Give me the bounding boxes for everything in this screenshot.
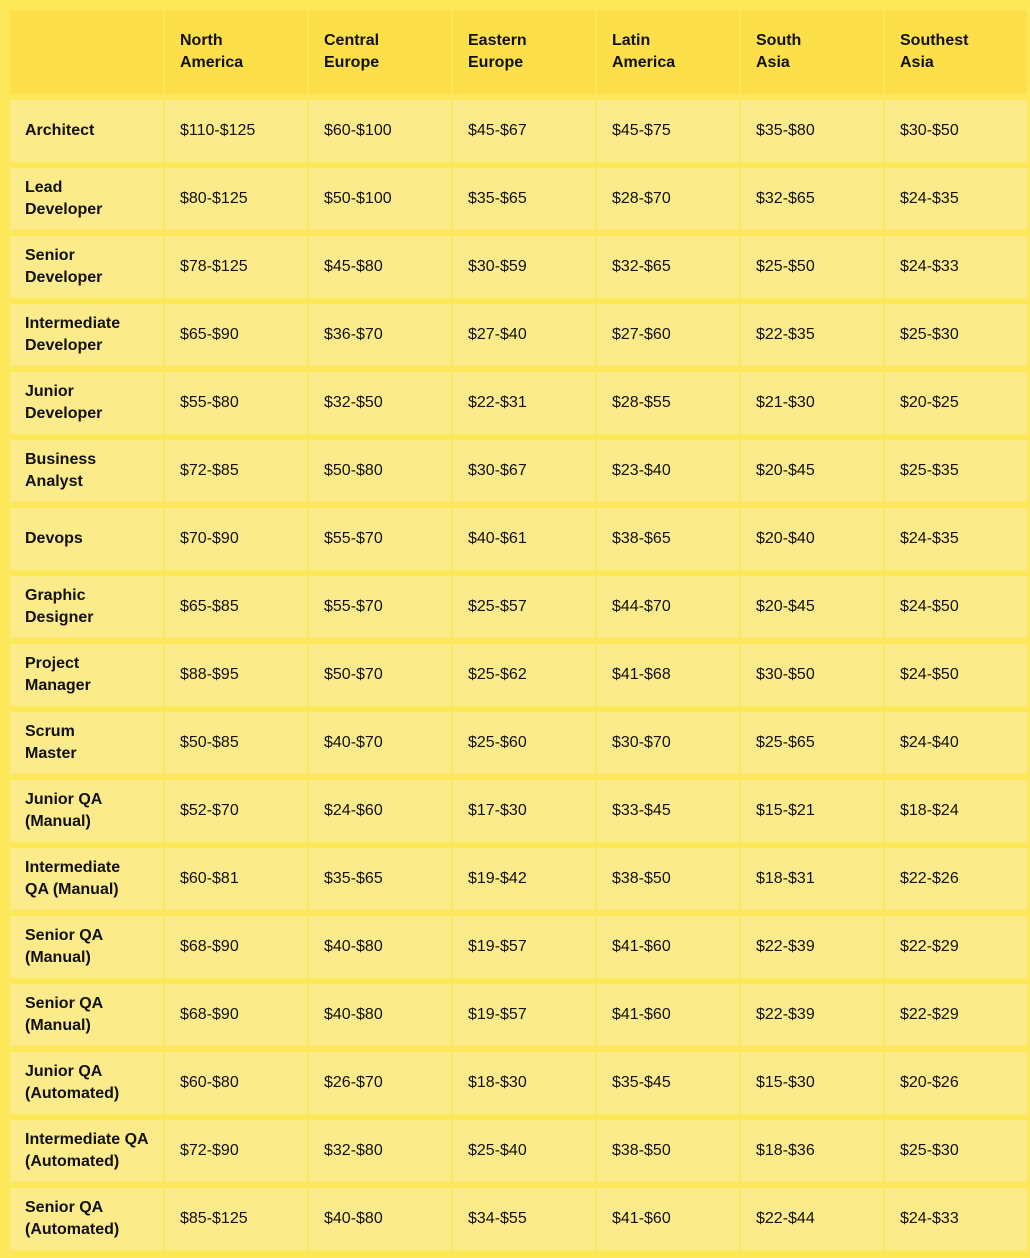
rate-cell: [885, 304, 1027, 366]
table-body: [10, 100, 1027, 1250]
rate-value: $30-$67: [468, 462, 527, 479]
rate-value: $25-$30: [900, 326, 959, 343]
rate-cell: [597, 304, 739, 366]
rate-cell: [885, 916, 1027, 978]
rate-cell: [165, 100, 307, 162]
rate-value: $55-$80: [180, 394, 239, 411]
rate-cell: [309, 848, 451, 910]
rate-cell: [453, 780, 595, 842]
rate-value: $110-$125: [180, 122, 256, 139]
role-cell: [10, 440, 163, 502]
rate-value: $33-$45: [612, 802, 671, 819]
rate-cell: [309, 1120, 451, 1182]
rate-value: $45-$80: [324, 258, 383, 275]
table-row: [10, 372, 1027, 434]
rate-value: $30-$59: [468, 258, 527, 275]
rate-cell: [741, 440, 883, 502]
rate-cell: [597, 1120, 739, 1182]
role-cell: [10, 644, 163, 706]
rate-value: $50-$85: [180, 734, 239, 751]
header-eastern-europe: [453, 10, 595, 94]
rate-cell: [309, 1052, 451, 1114]
header-central-europe: [309, 10, 451, 94]
rate-cell: [741, 236, 883, 298]
role-cell: [10, 236, 163, 298]
rate-value: $44-$70: [612, 598, 671, 615]
rate-cell: [453, 984, 595, 1046]
rate-value: $24-$33: [900, 258, 959, 275]
rate-value: $52-$70: [180, 802, 239, 819]
rate-value: $19-$57: [468, 938, 527, 955]
hourly-rate-table: [8, 4, 1029, 1256]
header-south-asia: [741, 10, 883, 94]
rate-value: $68-$90: [180, 938, 239, 955]
rate-value: $32-$65: [756, 190, 815, 207]
header-north-america: [165, 10, 307, 94]
rate-value: $24-$35: [900, 530, 959, 547]
rate-value: $40-$80: [324, 938, 383, 955]
rate-cell: [597, 236, 739, 298]
rate-value: $22-$26: [900, 870, 959, 887]
rate-cell: [597, 1052, 739, 1114]
role-cell: [10, 576, 163, 638]
rate-value: $20-$26: [900, 1074, 959, 1091]
rate-cell: [597, 576, 739, 638]
rate-cell: [597, 100, 739, 162]
rate-value: $25-$57: [468, 598, 527, 615]
rate-value: $18-$30: [468, 1074, 527, 1091]
rate-value: $22-$31: [468, 394, 527, 411]
rate-value: $85-$125: [180, 1210, 248, 1227]
rate-cell: [309, 780, 451, 842]
table-row: [10, 1188, 1027, 1250]
rate-cell: [885, 780, 1027, 842]
table-row: [10, 1120, 1027, 1182]
rate-cell: [885, 440, 1027, 502]
rate-value: $18-$31: [756, 870, 815, 887]
rate-value: $32-$50: [324, 394, 383, 411]
role-label: Senior Developer: [25, 247, 103, 286]
role-cell: [10, 1120, 163, 1182]
role-cell: [10, 780, 163, 842]
rate-value: $65-$85: [180, 598, 239, 615]
rate-cell: [165, 984, 307, 1046]
rate-cell: [165, 780, 307, 842]
rate-cell: [453, 372, 595, 434]
rate-value: $25-$35: [900, 462, 959, 479]
rate-value: $20-$45: [756, 462, 815, 479]
table-row: [10, 644, 1027, 706]
rate-cell: [453, 576, 595, 638]
rate-cell: [885, 100, 1027, 162]
rate-value: $20-$40: [756, 530, 815, 547]
rate-cell: [741, 508, 883, 570]
rate-cell: [885, 372, 1027, 434]
rate-cell: [885, 848, 1027, 910]
rate-value: $88-$95: [180, 666, 239, 683]
rate-value: $24-$60: [324, 802, 383, 819]
rate-value: $18-$36: [756, 1142, 815, 1159]
rate-cell: [885, 644, 1027, 706]
rate-value: $25-$40: [468, 1142, 527, 1159]
rate-cell: [741, 712, 883, 774]
role-label: Lead Developer: [25, 179, 103, 218]
rate-cell: [741, 780, 883, 842]
rate-value: $32-$80: [324, 1142, 383, 1159]
rate-cell: [453, 508, 595, 570]
rate-cell: [741, 576, 883, 638]
rate-value: $28-$55: [612, 394, 671, 411]
rate-value: $28-$70: [612, 190, 671, 207]
role-label: Junior QA (Automated): [25, 1063, 120, 1102]
role-label: Intermediate Developer: [25, 315, 121, 354]
rate-value: $41-$60: [612, 1006, 671, 1023]
rate-value: $72-$90: [180, 1142, 239, 1159]
rate-value: $50-$100: [324, 190, 392, 207]
rate-value: $25-$65: [756, 734, 815, 751]
rate-value: $15-$21: [756, 802, 815, 819]
rate-cell: [309, 236, 451, 298]
rate-value: $60-$80: [180, 1074, 239, 1091]
rate-value: $25-$62: [468, 666, 527, 683]
rate-value: $41-$60: [612, 1210, 671, 1227]
rate-cell: [453, 916, 595, 978]
rate-cell: [597, 508, 739, 570]
header-corner-cell: [10, 10, 163, 94]
rate-value: $22-$39: [756, 1006, 815, 1023]
rate-value: $38-$65: [612, 530, 671, 547]
table-row: [10, 304, 1027, 366]
rate-value: $27-$60: [612, 326, 671, 343]
rate-cell: [165, 1120, 307, 1182]
rate-cell: [741, 372, 883, 434]
rate-cell: [309, 440, 451, 502]
table-row: [10, 576, 1027, 638]
rate-value: $20-$45: [756, 598, 815, 615]
rate-cell: [165, 372, 307, 434]
rate-cell: [597, 1188, 739, 1250]
rate-value: $30-$50: [900, 122, 959, 139]
role-label: Devops: [25, 530, 83, 547]
rate-value: $25-$60: [468, 734, 527, 751]
rate-value: $68-$90: [180, 1006, 239, 1023]
role-cell: [10, 372, 163, 434]
rate-cell: [453, 1120, 595, 1182]
rate-cell: [741, 984, 883, 1046]
rate-value: $50-$80: [324, 462, 383, 479]
rate-cell: [597, 168, 739, 230]
table-row: [10, 508, 1027, 570]
rate-value: $35-$65: [324, 870, 383, 887]
rate-value: $20-$25: [900, 394, 959, 411]
rate-value: $38-$50: [612, 1142, 671, 1159]
role-cell: [10, 304, 163, 366]
role-label: Senior QA (Manual): [25, 995, 104, 1034]
rate-value: $19-$42: [468, 870, 527, 887]
rate-cell: [885, 712, 1027, 774]
rate-cell: [453, 848, 595, 910]
rate-value: $22-$39: [756, 938, 815, 955]
role-label: Architect: [25, 122, 95, 139]
rate-cell: [453, 712, 595, 774]
header-southeast-asia: [885, 10, 1027, 94]
rate-cell: [453, 100, 595, 162]
rate-value: $15-$30: [756, 1074, 815, 1091]
rate-cell: [741, 916, 883, 978]
table-row: [10, 100, 1027, 162]
rate-cell: [885, 1188, 1027, 1250]
rate-cell: [309, 100, 451, 162]
rate-value: $22-$35: [756, 326, 815, 343]
rate-value: $17-$30: [468, 802, 527, 819]
rate-cell: [309, 168, 451, 230]
role-label: Business Analyst: [25, 451, 97, 490]
rate-value: $38-$50: [612, 870, 671, 887]
role-cell: [10, 508, 163, 570]
rate-cell: [453, 304, 595, 366]
rate-value: $22-$44: [756, 1210, 815, 1227]
rate-value: $22-$29: [900, 938, 959, 955]
rate-cell: [309, 576, 451, 638]
rate-cell: [453, 1188, 595, 1250]
rate-value: $25-$50: [756, 258, 815, 275]
role-cell: [10, 1052, 163, 1114]
role-label: Senior QA (Automated): [25, 1199, 120, 1238]
rate-cell: [885, 1120, 1027, 1182]
role-label: Intermediate QA (Manual): [25, 859, 121, 898]
rate-cell: [597, 916, 739, 978]
role-cell: [10, 848, 163, 910]
header-latin-america: [597, 10, 739, 94]
rate-cell: [885, 236, 1027, 298]
rate-value: $18-$24: [900, 802, 959, 819]
rate-cell: [453, 644, 595, 706]
rate-cell: [165, 848, 307, 910]
rate-cell: [741, 1052, 883, 1114]
rate-cell: [453, 236, 595, 298]
rate-cell: [453, 1052, 595, 1114]
rate-value: $40-$61: [468, 530, 527, 547]
rate-value: $40-$70: [324, 734, 383, 751]
rate-cell: [165, 916, 307, 978]
role-cell: [10, 984, 163, 1046]
role-label: Junior Developer: [25, 383, 103, 422]
rate-value: $24-$33: [900, 1210, 959, 1227]
rate-cell: [309, 304, 451, 366]
rate-cell: [165, 440, 307, 502]
rate-value: $35-$80: [756, 122, 815, 139]
rate-cell: [597, 644, 739, 706]
role-cell: [10, 168, 163, 230]
rate-value: $72-$85: [180, 462, 239, 479]
table-row: [10, 440, 1027, 502]
role-cell: [10, 1188, 163, 1250]
rate-value: $24-$40: [900, 734, 959, 751]
role-label: Graphic Designer: [25, 587, 94, 626]
rate-value: $35-$45: [612, 1074, 671, 1091]
rate-cell: [165, 304, 307, 366]
rate-value: $30-$70: [612, 734, 671, 751]
rate-value: $36-$70: [324, 326, 383, 343]
rate-value: $55-$70: [324, 530, 383, 547]
rate-cell: [309, 644, 451, 706]
rate-cell: [309, 1188, 451, 1250]
rate-cell: [885, 168, 1027, 230]
role-cell: [10, 916, 163, 978]
rate-cell: [741, 1120, 883, 1182]
rate-value: $32-$65: [612, 258, 671, 275]
rate-value: $40-$80: [324, 1210, 383, 1227]
rate-cell: [885, 576, 1027, 638]
rate-cell: [597, 440, 739, 502]
column-label: South Asia: [756, 32, 802, 71]
table-row: [10, 916, 1027, 978]
rate-cell: [165, 712, 307, 774]
rate-cell: [741, 644, 883, 706]
rate-cell: [741, 168, 883, 230]
role-label: Junior QA (Manual): [25, 791, 103, 830]
column-label: North America: [180, 32, 244, 71]
rate-value: $30-$50: [756, 666, 815, 683]
rate-value: $50-$70: [324, 666, 383, 683]
column-label: Southest Asia: [900, 32, 969, 71]
table-row: [10, 984, 1027, 1046]
rate-cell: [309, 372, 451, 434]
rate-value: $22-$29: [900, 1006, 959, 1023]
rate-cell: [165, 508, 307, 570]
rate-cell: [597, 712, 739, 774]
role-cell: [10, 100, 163, 162]
rate-cell: [597, 780, 739, 842]
rate-value: $65-$90: [180, 326, 239, 343]
rate-cell: [309, 712, 451, 774]
table-row: [10, 236, 1027, 298]
rate-value: $70-$90: [180, 530, 239, 547]
rate-cell: [165, 576, 307, 638]
rate-cell: [309, 508, 451, 570]
rate-cell: [453, 440, 595, 502]
rate-value: $19-$57: [468, 1006, 527, 1023]
rate-cell: [165, 236, 307, 298]
table-row: [10, 1052, 1027, 1114]
rate-cell: [597, 372, 739, 434]
table-row: [10, 848, 1027, 910]
column-label: Latin America: [612, 32, 676, 71]
rate-cell: [453, 168, 595, 230]
rate-value: $40-$80: [324, 1006, 383, 1023]
rate-value: $25-$30: [900, 1142, 959, 1159]
table-row: [10, 780, 1027, 842]
rate-value: $60-$100: [324, 122, 392, 139]
table-row: [10, 712, 1027, 774]
role-label: Project Manager: [25, 655, 91, 694]
role-cell: [10, 712, 163, 774]
rate-cell: [165, 168, 307, 230]
rate-cell: [741, 100, 883, 162]
rate-value: $26-$70: [324, 1074, 383, 1091]
column-label: Central Europe: [324, 32, 380, 71]
rate-cell: [165, 1052, 307, 1114]
table-row: [10, 168, 1027, 230]
rate-value: $21-$30: [756, 394, 815, 411]
rate-cell: [885, 508, 1027, 570]
rate-value: $41-$60: [612, 938, 671, 955]
rate-cell: [885, 984, 1027, 1046]
rate-cell: [165, 644, 307, 706]
rate-value: $24-$50: [900, 666, 959, 683]
rate-value: $60-$81: [180, 870, 239, 887]
rate-value: $45-$75: [612, 122, 671, 139]
rate-cell: [165, 1188, 307, 1250]
rate-value: $24-$35: [900, 190, 959, 207]
rate-cell: [741, 1188, 883, 1250]
rate-value: $78-$125: [180, 258, 248, 275]
rate-value: $45-$67: [468, 122, 527, 139]
rate-value: $34-$55: [468, 1210, 527, 1227]
rate-value: $24-$50: [900, 598, 959, 615]
rate-cell: [741, 848, 883, 910]
header-row: [10, 10, 1027, 94]
role-label: Scrum Master: [25, 723, 77, 762]
rate-cell: [885, 1052, 1027, 1114]
rate-value: $55-$70: [324, 598, 383, 615]
role-label: Senior QA (Manual): [25, 927, 104, 966]
rate-value: $41-$68: [612, 666, 671, 683]
table-header: [10, 10, 1027, 94]
rate-cell: [741, 304, 883, 366]
rate-cell: [597, 984, 739, 1046]
rate-cell: [309, 984, 451, 1046]
rate-value: $80-$125: [180, 190, 248, 207]
role-label: Intermediate QA (Automated): [25, 1131, 149, 1170]
rate-value: $23-$40: [612, 462, 671, 479]
rate-cell: [597, 848, 739, 910]
rate-cell: [309, 916, 451, 978]
column-label: Eastern Europe: [468, 32, 527, 71]
rate-value: $27-$40: [468, 326, 527, 343]
rate-value: $35-$65: [468, 190, 527, 207]
